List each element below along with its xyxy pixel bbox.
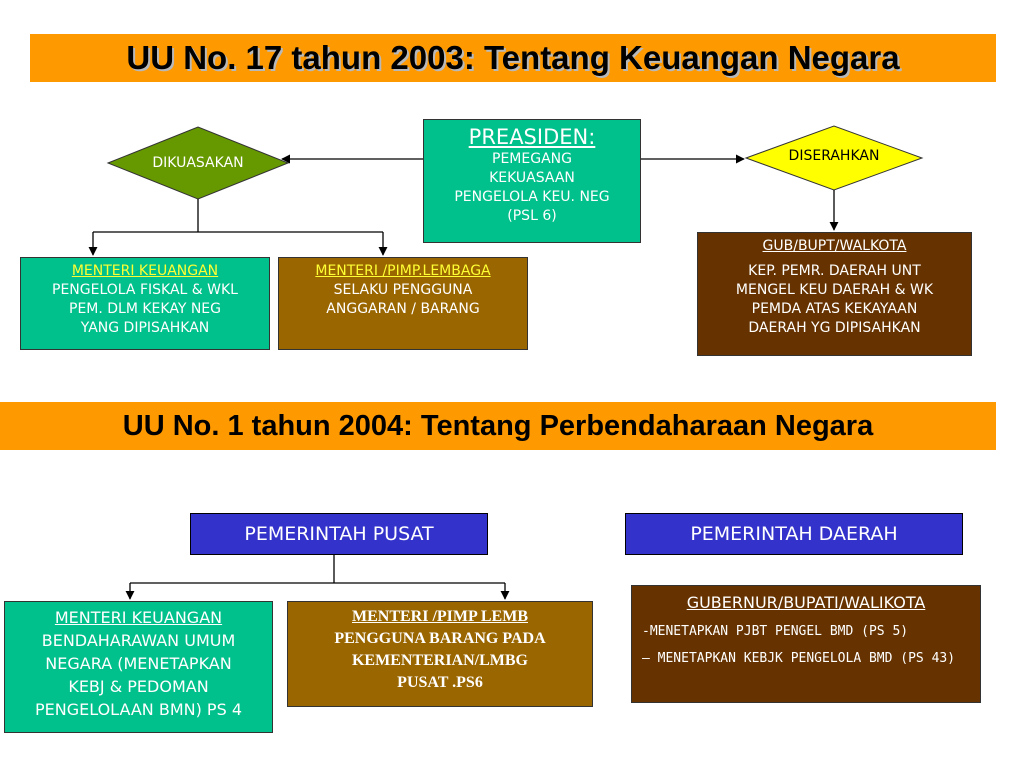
menteri-keuangan-title: MENTERI KEUANGAN [54, 608, 223, 627]
box-gubernur-top [697, 232, 972, 356]
menteri-keuangan-line: KEBJ & PEDOMAN [68, 677, 209, 696]
presiden-line: PEMEGANG [492, 151, 572, 167]
menteri-lembaga-title: MENTERI /PIMP.LEMBAGA [315, 263, 491, 279]
box-menteri-lembaga-bottom [287, 601, 593, 707]
presiden-line: PENGELOLA KEU. NEG [454, 189, 610, 205]
box-pemerintah-pusat: PEMERINTAH PUSAT [190, 513, 488, 555]
presiden-line: (PSL 6) [507, 208, 557, 224]
banner-uu-1-2004: UU No. 1 tahun 2004: Tentang Perbendaharaan Negara [0, 402, 996, 450]
box-gubernur-bottom [631, 585, 981, 703]
banner-uu-17-2003: UU No. 17 tahun 2003: Tentang Keuangan Negara [30, 34, 996, 82]
menteri-lembaga-line: ANGGARAN / BARANG [326, 301, 480, 317]
presiden-title: PREASIDEN: [468, 125, 596, 149]
box-presiden [423, 119, 641, 243]
menteri-keuangan-line: PENGELOLA FISKAL & WKL [52, 282, 238, 298]
gubernur-item: – MENETAPKAN KEBJK PENGELOLA BMD (PS 43) [642, 651, 956, 666]
gubernur-title: GUBERNUR/BUPATI/WALIKOTA [686, 593, 926, 612]
gubernur-item: -MENETAPKAN PJBT PENGEL BMD (PS 5) [642, 624, 909, 639]
menteri-keuangan-line: PEM. DLM KEKAY NEG [69, 301, 221, 317]
gubernur-line: KEP. PEMR. DAERAH UNT [748, 263, 921, 279]
gubernur-line: MENGEL KEU DAERAH & WK [735, 282, 934, 298]
menteri-keuangan-line: BENDAHARAWAN UMUM [41, 631, 236, 650]
gubernur-line: DAERAH YG DIPISAHKAN [748, 320, 921, 336]
diamond-label-diserahkan: DISERAHKAN [788, 148, 880, 164]
box-menteri-keuangan-bottom [4, 601, 273, 733]
gubernur-title: GUB/BUPT/WALKOTA [762, 238, 907, 254]
presiden-line: KEKUASAAN [489, 170, 575, 186]
diamond-label-dikuasakan: DIKUASAKAN [152, 155, 244, 171]
menteri-lembaga-line: PUSAT .PS6 [397, 674, 483, 691]
menteri-keuangan-title: MENTERI KEUANGAN [71, 263, 219, 279]
menteri-lembaga-line: SELAKU PENGGUNA [333, 282, 473, 298]
menteri-lembaga-line: KEMENTERIAN/LMBG [351, 652, 528, 669]
menteri-lembaga-title: MENTERI /PIMP LEMB [351, 608, 528, 625]
box-pemerintah-daerah: PEMERINTAH DAERAH [625, 513, 963, 555]
menteri-lembaga-line: PENGGUNA BARANG PADA [334, 630, 546, 647]
menteri-keuangan-line: NEGARA (MENETAPKAN [45, 654, 232, 673]
gubernur-line: PEMDA ATAS KEKAYAAN [751, 301, 918, 317]
menteri-keuangan-line: PENGELOLAAN BMN) PS 4 [35, 700, 242, 719]
menteri-keuangan-line: YANG DIPISAHKAN [80, 320, 210, 336]
box-menteri-lembaga-top [278, 257, 528, 350]
box-menteri-keuangan-top [20, 257, 270, 350]
